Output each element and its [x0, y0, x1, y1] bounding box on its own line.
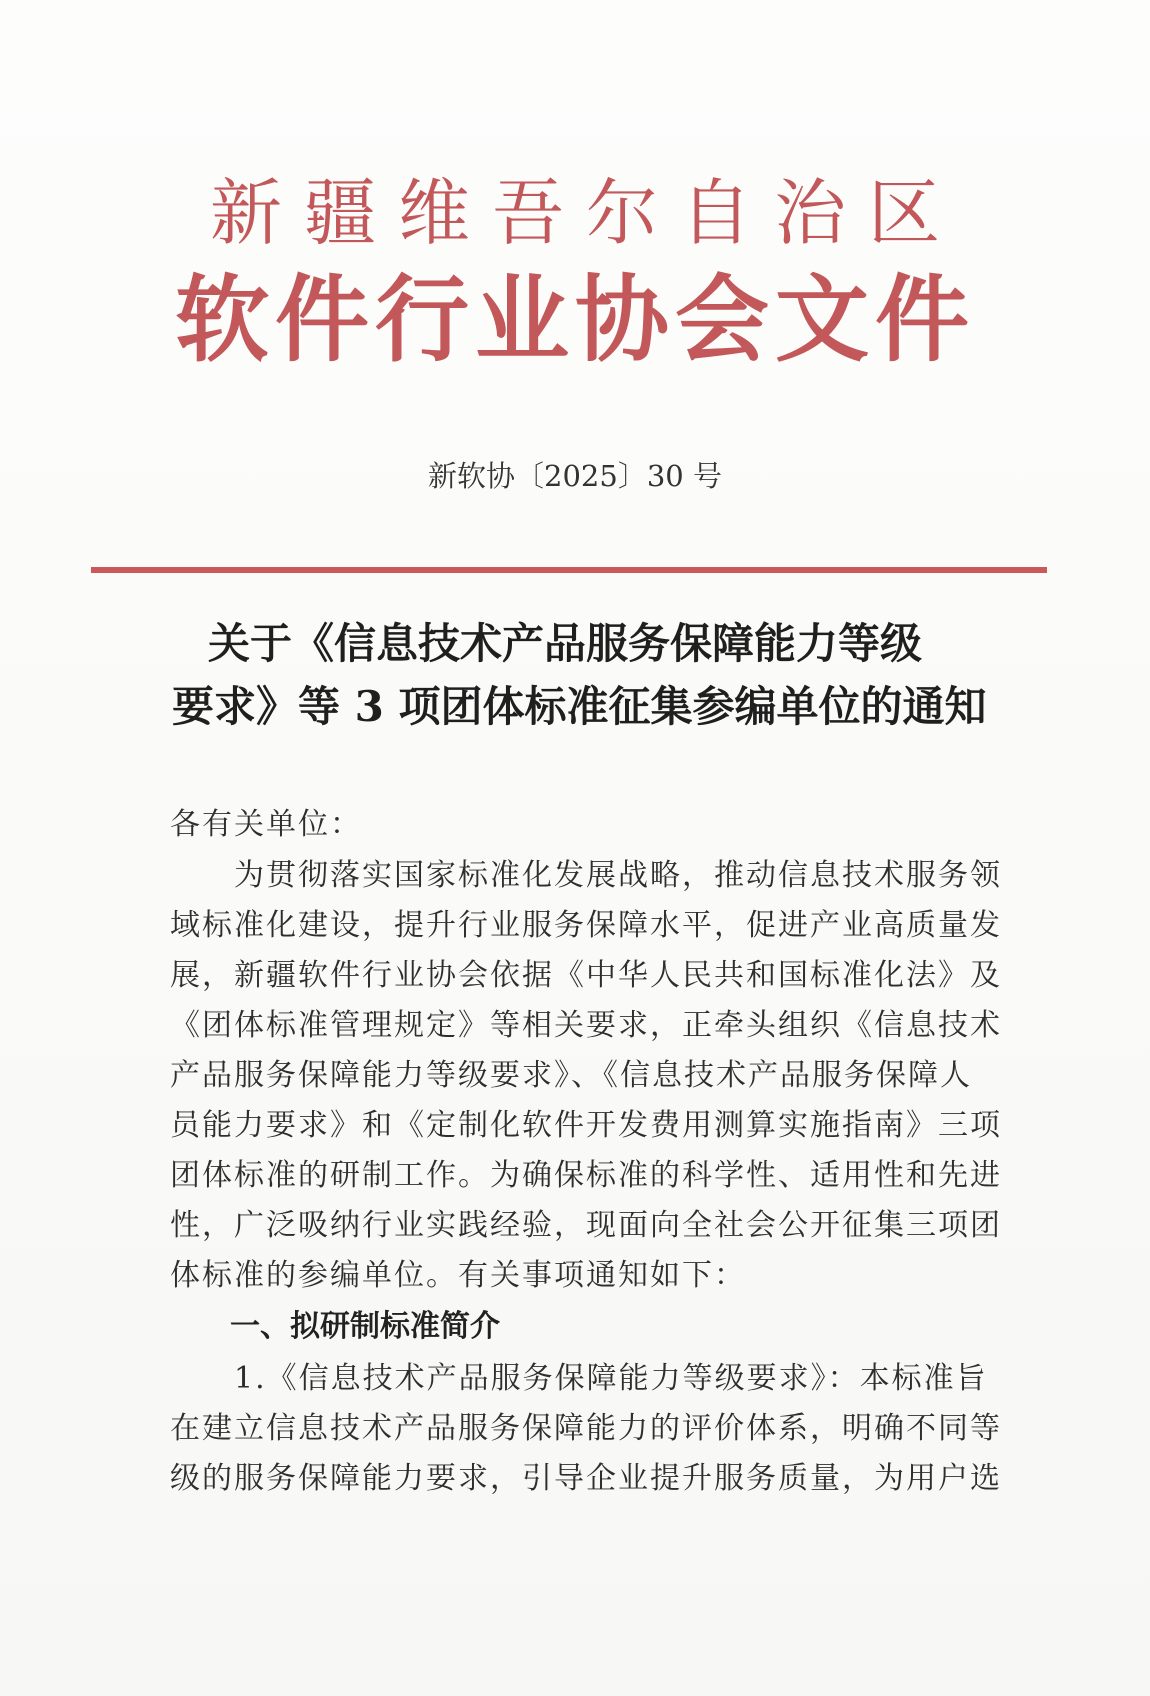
body-paragraph-line: 域标准化建设，提升行业服务保障水平，促进产业高质量发: [170, 908, 1002, 943]
body-paragraph-line: 团体标准的研制工作。为确保标准的科学性、适用性和先进: [170, 1158, 1002, 1193]
issuer-header-region: 新疆维吾尔自治区: [209, 171, 962, 255]
body-paragraph-line: 员能力要求》和《定制化软件开发费用测算实施指南》三项: [170, 1108, 1002, 1143]
issuer-header-document-type: 软件行业协会文件: [174, 266, 975, 375]
body-paragraph-line: 产品服务保障能力等级要求》、《信息技术产品服务保障人: [170, 1058, 972, 1093]
document-title-line-2: 要求》等 3 项团体标准征集参编单位的通知: [172, 682, 987, 731]
body-paragraph-line: 性，广泛吸纳行业实践经验，现面向全社会公开征集三项团: [170, 1208, 1002, 1243]
salutation: 各有关单位：: [170, 807, 362, 842]
section-paragraph-line: 在建立信息技术产品服务保障能力的评价体系，明确不同等: [170, 1411, 1002, 1446]
document-number: 新软协〔2025〕30 号: [428, 459, 722, 493]
body-paragraph-line: 体标准的参编单位。有关事项通知如下：: [170, 1258, 746, 1293]
body-paragraph-line: 展，新疆软件行业协会依据《中华人民共和国标准化法》及: [170, 958, 1002, 993]
section-paragraph-line: 级的服务保障能力要求，引导企业提升服务质量，为用户选: [170, 1461, 1002, 1496]
body-paragraph-line: 《团体标准管理规定》等相关要求，正牵头组织《信息技术: [170, 1008, 1002, 1043]
section-heading: 一、拟研制标准简介: [230, 1309, 500, 1344]
section-paragraph-line: 1.《信息技术产品服务保障能力等级要求》：本标准旨: [170, 1361, 988, 1396]
red-divider-line: [91, 567, 1047, 573]
body-paragraph-line: 为贯彻落实国家标准化发展战略，推动信息技术服务领: [170, 858, 1002, 893]
document-title-line-1: 关于《信息技术产品服务保障能力等级: [208, 619, 923, 668]
